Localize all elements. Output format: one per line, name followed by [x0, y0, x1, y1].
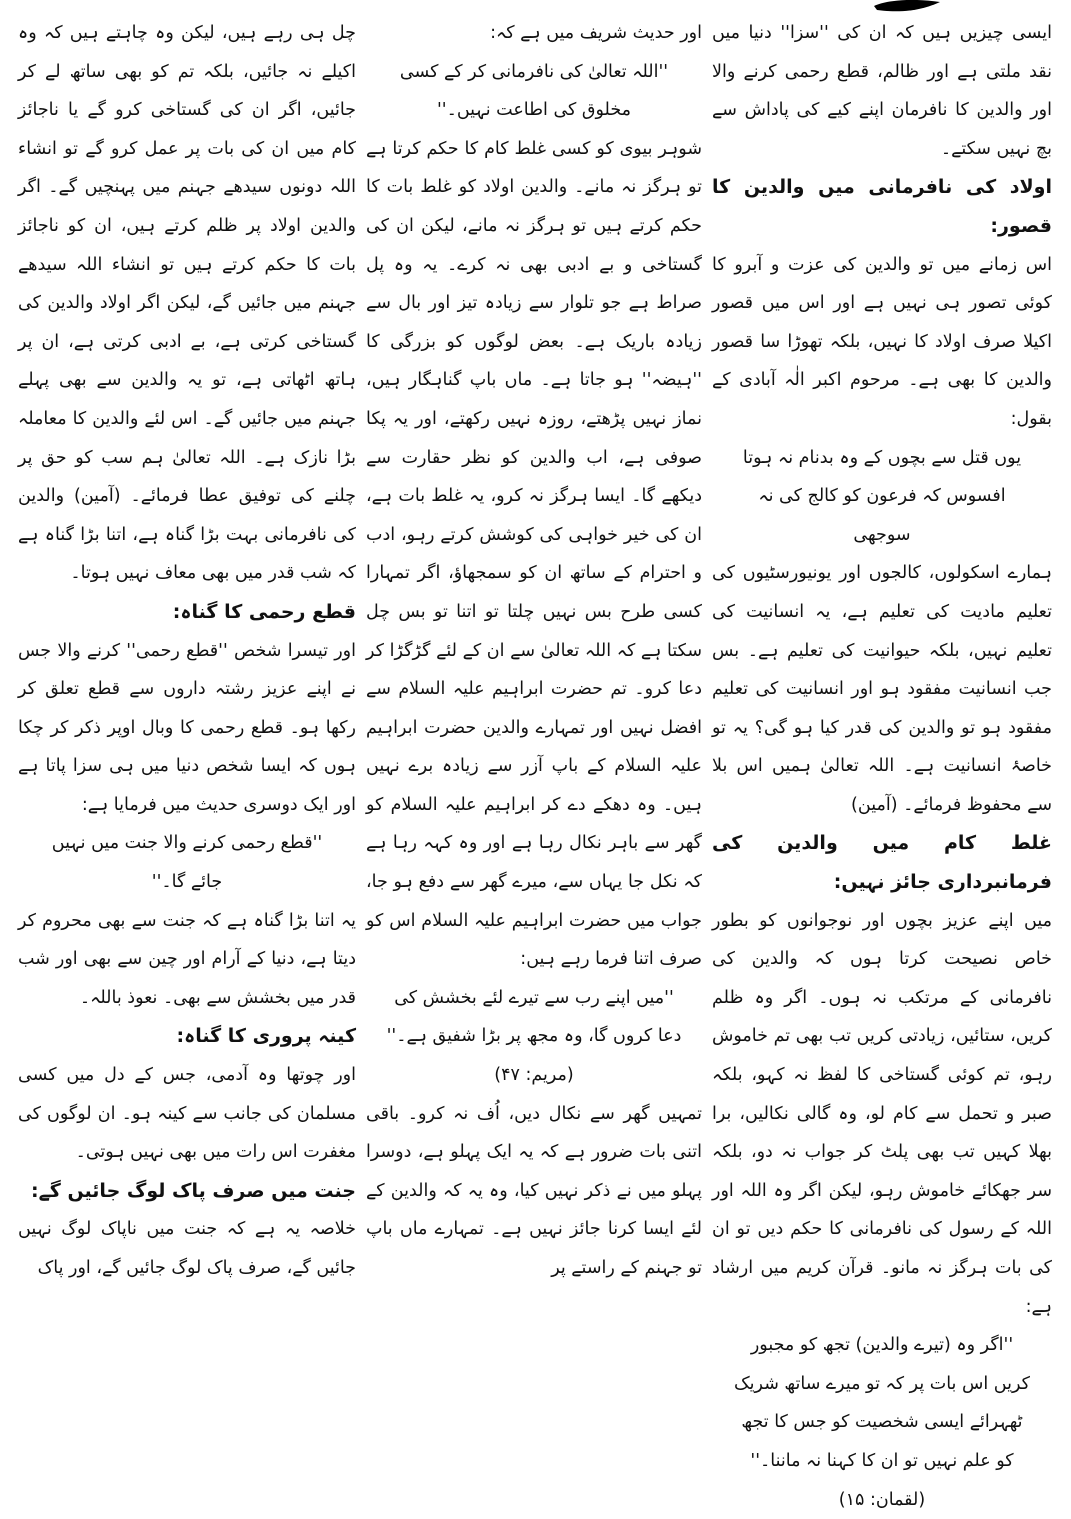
paragraph: تمہیں گھر سے نکال دیں، اُف نہ کرو۔ باقی اتنی بات ضرور ہے کہ یہ ایک پہلو ہے، دوسرا پہلو میں نے ذکر نہیں کیا، وہ یہ کہ والدین کے لئے ایسا کرنا جائز نہیں ہے۔ تمہارے ماں باپ تو جہنم کے راستے پر: [366, 1103, 702, 1278]
quotation: یوں قتل سے بچوں کے وہ بدنام نہ ہوتا: [742, 447, 1022, 468]
section-heading: کینہ پروری کا گناہ:: [176, 1025, 356, 1048]
quotation: ''قطع رحمی کرنے والا جنت میں نہیں جائے گا۔'': [51, 833, 323, 893]
paragraph: اور تیسرا شخص ''قطع رحمی'' کرنے والا جس نے اپنے عزیز رشتہ داروں سے قطع تعلق کر رکھا ہو۔ قطع رحمی کا وبال اوپر ذکر کر چکا ہوں کہ ایسا شخص دنیا میں ہی سزا پاتا ہے اور ایک دوسری حدیث میں فرمایا ہے:: [18, 640, 356, 815]
paragraph: یہ اتنا بڑا گناہ ہے کہ جنت سے بھی محروم کر دیتا ہے، دنیا کے آرام اور چین سے بھی اور شب قدر میں بخشش سے بھی۔ نعوذ باللہ۔: [18, 910, 356, 1008]
text-column-right: [712, 14, 1052, 1510]
quotation: ''اگر وہ (تیرے والدین) تجھ کو مجبور کریں اس بات پر کہ تو میرے ساتھ شریک ٹھہرائے ایسی شخصیت کو جس کا تجھ کو علم نہیں تو ان کا کہنا نہ ماننا۔'' (لقمان: ۱۵): [734, 1335, 1030, 1510]
text-column-middle: [366, 14, 702, 1344]
section-heading: اولاد کی نافرمانی میں والدین کا قصور:: [712, 176, 1052, 237]
quotation: افسوس کہ فرعون کو کالج کی نہ سوجھی: [758, 486, 1006, 545]
paragraph: ہمارے اسکولوں، کالجوں اور یونیورسٹیوں کی تعلیم مادیت کی تعلیم ہے، یہ انسانیت کی تعلیم نہیں، بلکہ حیوانیت کی تعلیم ہے۔ بس جب انسانیت مفقود ہو اور انسانیت کی تعلیم مفقود ہو تو والدین کی قدر کیا ہو گی؟ یہ تو خاصۂ انسانیت ہے۔ اللہ تعالیٰ ہمیں اس بلا سے محفوظ فرمائے۔ (آمین): [712, 563, 1052, 815]
section-heading: جنت میں صرف پاک لوگ جائیں گے:: [31, 1179, 356, 1202]
section-heading: قطع رحمی کا گناہ:: [172, 600, 356, 623]
paragraph: اس زمانے میں تو والدین کی عزت و آبرو کا کوئی تصور ہی نہیں ہے اور اس میں قصور اکیلا صرف اولاد کا نہیں، بلکہ تھوڑا سا قصور والدین کا بھی ہے۔ مرحوم اکبر الٰہ آبادی کے بقول:: [712, 254, 1052, 429]
section-heading: غلط کام میں والدین کی فرمانبرداری جائز نہیں:: [712, 832, 1052, 894]
paragraph: خلاصہ یہ ہے کہ جنت میں ناپاک لوگ نہیں جائیں گے، صرف پاک لوگ جائیں گے، اور پاک: [18, 1219, 356, 1278]
paragraph: اور حدیث شریف میں ہے کہ:: [490, 23, 702, 43]
paragraph: اور چوتھا وہ آدمی، جس کے دل میں کسی مسلمان کی جانب سے کینہ ہو۔ ان لوگوں کی مغفرت اس رات میں بھی نہیں ہوتی۔: [18, 1065, 356, 1163]
paragraph: میں اپنے عزیز بچوں اور نوجوانوں کو بطور خاص نصیحت کرتا ہوں کہ والدین کی نافرمانی کے مرتکب نہ ہوں۔ اگر وہ ظلم کریں، ستائیں، زیادتی کریں تب بھی تم خاموش رہو، تم کوئی گستاخی کا لفظ نہ کہو، بلکہ صبر و تحمل سے کام لو، وہ گالی نکالیں، برا بھلا کہیں تب بھی پلٹ کر جواب نہ دو، بلکہ سر جھکائے خاموش رہو، لیکن اگر وہ اللہ اور اللہ کے رسول کی نافرمانی کا حکم دیں تو ان کی بات ہرگز نہ مانو۔ قرآن کریم میں ارشاد ہے:: [712, 910, 1052, 1317]
paragraph: چل ہی رہے ہیں، لیکن وہ چاہتے ہیں کہ وہ اکیلے نہ جائیں، بلکہ تم کو بھی ساتھ لے کر جائیں، اگر ان کی گستاخی کرو گے یا ناجائز کام میں ان کی بات پر عمل کرو گے تو انشاء اللہ دونوں سیدھے جہنم میں پہنچیں گے۔ اگر والدین اولاد پر ظلم کرتے ہیں، ان کو ناجائز بات کا حکم کرتے ہیں تو انشاء اللہ سیدھے جہنم میں جائیں گے، لیکن اگر اولاد والدین کی گستاخی کرتی ہے، بے ادبی کرتی ہے، ان پر ہاتھ اٹھاتی ہے، تو یہ والدین سے بھی پہلے جہنم میں جائیں گے۔ اس لئے والدین کا معاملہ بڑا نازک ہے۔ اللہ تعالیٰ ہم سب کو حق پر چلنے کی توفیق عطا فرمائے۔ (آمین) والدین کی نافرمانی بہت بڑا گناہ ہے، اتنا بڑا گناہ ہے کہ شب قدر میں بھی معاف نہیں ہوتا۔: [18, 23, 356, 584]
paragraph: ایسی چیزیں ہیں کہ ان کی ''سزا'' دنیا میں نقد ملتی ہے اور ظالم، قطع رحمی کرنے والا اور والدین کا نافرمان اپنے کیے کی پاداش سے بچ نہیں سکتے۔: [712, 23, 1052, 159]
quotation: ''اللہ تعالیٰ کی نافرمانی کر کے کسی مخلوق کی اطاعت نہیں۔'': [399, 61, 669, 121]
text-column-left: [18, 14, 356, 1344]
paragraph: شوہر بیوی کو کسی غلط کام کا حکم کرتا ہے تو ہرگز نہ مانے۔ والدین اولاد کو غلط بات کا حکم کرتے ہیں تو ہرگز نہ مانے، لیکن ان کی گستاخی و بے ادبی بھی نہ کرے۔ یہ وہ پل صراط ہے جو تلوار سے زیادہ تیز اور بال سے زیادہ باریک ہے۔ بعض لوگوں کو بزرگی کا ''ہیضہ'' ہو جاتا ہے۔ ماں باپ گناہگار ہیں، نماز نہیں پڑھتے، روزہ نہیں رکھتے، اور یہ پکا صوفی ہے، اب والدین کو نظر حقارت سے دیکھے گا۔ ایسا ہرگز نہ کرو، یہ غلط بات ہے، ان کی خیر خواہی کی کوشش کرتے رہو، ادب و احترام کے ساتھ ان کو سمجھاؤ، اگر تمہارا کسی طرح بس نہیں چلتا تو اتنا تو بس چل سکتا ہے کہ اللہ تعالیٰ سے ان کے لئے گڑگڑا کر دعا کرو۔ تم حضرت ابراہیم علیہ السلام سے افضل نہیں اور تمہارے والدین حضرت ابراہیم علیہ السلام کے باپ آزر سے زیادہ برے نہیں ہیں۔ وہ دھکے دے کر ابراہیم علیہ السلام کو گھر سے باہر نکال رہا ہے اور وہ کہہ رہا ہے کہ نکل جا یہاں سے، میرے گھر سے دفع ہو جا، جواب میں حضرت ابراہیم علیہ السلام اس کو صرف اتنا فرما رہے ہیں:: [366, 138, 702, 970]
quotation: ''میں اپنے رب سے تیرے لئے بخشش کی دعا کروں گا، وہ مجھ پر بڑا شفیق ہے۔'' (مریم: ۴۷): [386, 987, 682, 1086]
